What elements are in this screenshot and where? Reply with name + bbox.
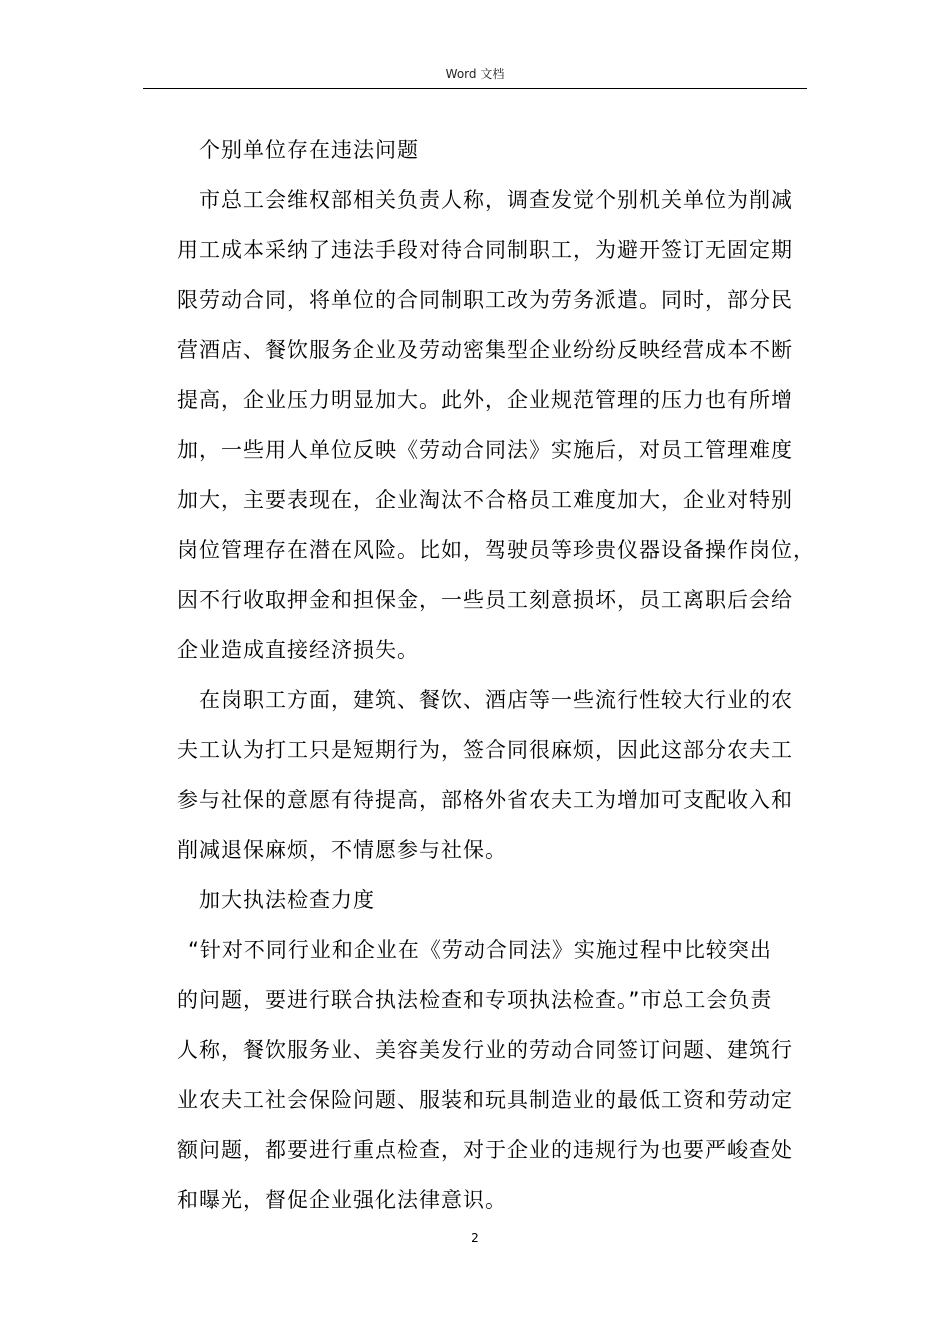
text-line: 加，一些用人单位反映《劳动合同法》实施后，对员工管理难度: [177, 438, 793, 462]
text-line: 业农夫工社会保险问题、服装和玩具制造业的最低工资和劳动定: [177, 1088, 793, 1112]
page-header: Word 文档: [445, 67, 505, 81]
text-line: 在岗职工方面，建筑、餐饮、酒店等一些流行性较大行业的农: [199, 688, 793, 712]
text-line: 企业造成直接经济损失。: [177, 638, 419, 662]
text-line: 限劳动合同，将单位的合同制职工改为劳务派遣。同时，部分民: [177, 288, 793, 312]
text-line: 参与社保的意愿有待提高，部格外省农夫工为增加可支配收入和: [177, 788, 793, 812]
text-line: 削减退保麻烦，不情愿参与社保。: [177, 838, 507, 862]
text-line: 因不行收取押金和担保金，一些员工刻意损坏，员工离职后会给: [177, 588, 793, 612]
section-heading: 个别单位存在违法问题: [199, 138, 419, 162]
text-line: 夫工认为打工只是短期行为，签合同很麻烦，因此这部分农夫工: [177, 738, 793, 762]
text-line: 人称，餐饮服务业、美容美发行业的劳动合同签订问题、建筑行: [177, 1038, 793, 1062]
text-line: 提高，企业压力明显加大。此外，企业规范管理的压力也有所增: [177, 388, 793, 412]
text-line: 加大，主要表现在，企业淘汰不合格员工难度加大，企业对特别: [177, 488, 793, 512]
header-rule: [143, 88, 807, 89]
text-line: 的问题，要进行联合执法检查和专项执法检查。”市总工会负责: [177, 988, 773, 1012]
text-line: 岗位管理存在潜在风险。比如，驾驶员等珍贵仪器设备操作岗位，: [177, 538, 815, 562]
text-line: 用工成本采纳了违法手段对待合同制职工，为避开签订无固定期: [177, 238, 793, 262]
text-line: 额问题，都要进行重点检查，对于企业的违规行为也要严峻查处: [177, 1138, 793, 1162]
text-line: 营酒店、餐饮服务企业及劳动密集型企业纷纷反映经营成本不断: [177, 338, 793, 362]
page-number: 2: [471, 1231, 479, 1245]
text-line: 和曝光，督促企业强化法律意识。: [177, 1188, 507, 1212]
text-line: “针对不同行业和企业在《劳动合同法》实施过程中比较突出: [188, 938, 772, 962]
section-heading: 加大执法检查力度: [199, 888, 375, 912]
text-line: 市总工会维权部相关负责人称，调查发觉个别机关单位为削减: [199, 188, 793, 212]
